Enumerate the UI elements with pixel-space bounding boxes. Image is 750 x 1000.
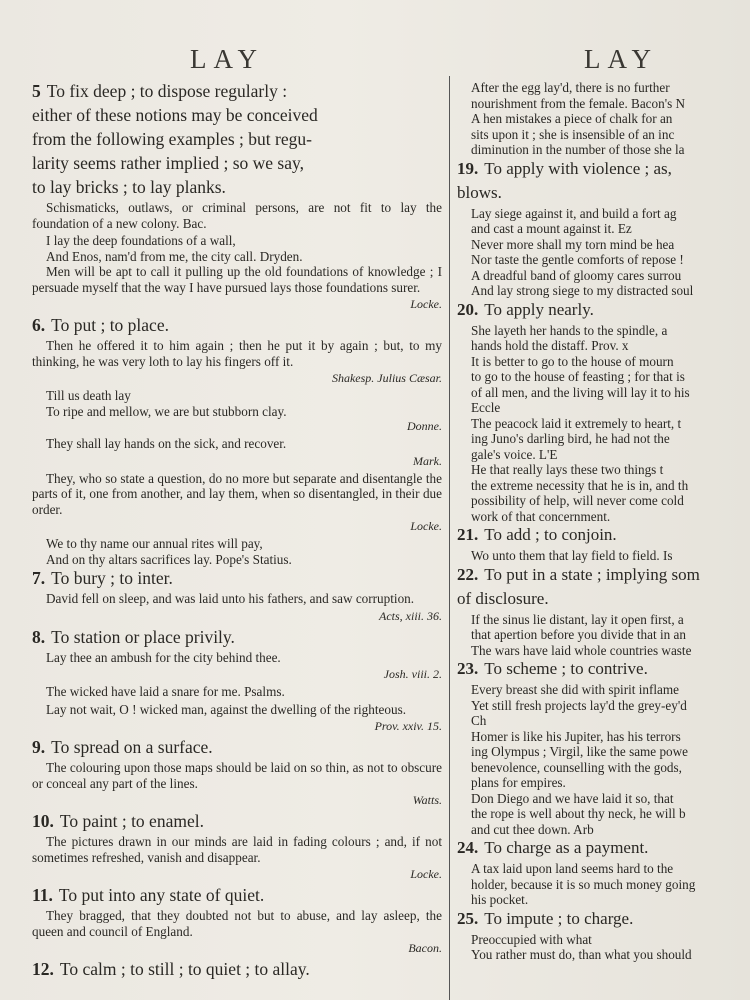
citation-line: It is better to go to the house of mourn <box>471 353 674 369</box>
citation-line: that apertion before you divide that in an <box>471 627 686 642</box>
citation-line: nourishment from the female. Bacon's N <box>471 95 686 111</box>
citation-line: We to thy name our annual rites will pay, <box>46 536 263 551</box>
citation-source: Bacon. <box>408 941 442 955</box>
sense-number: 8. <box>32 626 46 647</box>
citation-line: Preoccupied with what <box>471 931 592 947</box>
sense-heading-continued: from the following examples ; but regu- <box>32 129 312 149</box>
sense-heading <box>32 958 442 980</box>
sense-text: To fix deep ; to dispose regularly : <box>46 81 288 101</box>
sense-number: 7. <box>32 568 46 588</box>
sense-heading-continued: to lay bricks ; to lay planks. <box>32 177 226 197</box>
sense-text: To apply nearly. <box>484 299 594 319</box>
citation-line: plans for empires. <box>471 775 566 790</box>
sense-number: 22. <box>457 564 479 584</box>
citation-line: gale's voice. L'E <box>471 446 558 462</box>
citation-line: Till us death lay <box>46 388 131 403</box>
citation-line: and cut thee down. Arb <box>471 821 594 837</box>
citation-paragraph: The wicked have laid a snare for me. Psalms. <box>46 684 285 699</box>
citation-line: And on thy altars sacrifices lay. Pope's Statius. <box>46 551 292 567</box>
sense-text: To charge as a payment. <box>484 838 649 857</box>
citation-line: A dreadful band of gloomy cares surrou <box>471 267 682 283</box>
citation-source: Josh. viii. 2. <box>383 667 442 681</box>
citation-line: Nor taste the gentle comforts of repose ! <box>471 252 684 267</box>
sense-heading <box>457 564 750 586</box>
sense-number: 11. <box>32 885 53 905</box>
citation-paragraph: Lay thee an ambush for the city behind thee. <box>46 649 281 665</box>
sense-text: To spread on a surface. <box>51 737 213 757</box>
citation-line: hands hold the distaff. Prov. x <box>471 338 629 353</box>
sense-number: 20. <box>457 299 479 319</box>
left-column <box>32 80 442 1000</box>
sense-number: 9. <box>32 737 46 757</box>
sense-text: To paint ; to enamel. <box>59 811 204 831</box>
sense-heading <box>457 658 750 680</box>
citation-line: And Enos, nam'd from me, the city call. Dryden. <box>46 248 303 264</box>
citation-source: Locke. <box>410 297 442 311</box>
citation-paragraph: Men will be apt to call it pulling up the old foundations of knowledge ; I persuade myself that the way I have pursued lays those foundations surer. <box>32 264 442 295</box>
sense-heading <box>457 158 750 180</box>
sense-heading-continued: of disclosure. <box>457 588 549 608</box>
citation-line: his pocket. <box>471 892 529 907</box>
citation-line: The peacock laid it extremely to heart, t <box>471 415 682 431</box>
sense-heading <box>32 567 442 589</box>
citation-line: He that really lays these two things t <box>471 462 664 477</box>
sense-text: To scheme ; to contrive. <box>484 659 648 678</box>
sense-heading <box>32 626 442 648</box>
citation-paragraph: Then he offered it to him again ; then he put it by again ; but, to my thinking, he was very loth to lay his fingers off it. <box>32 338 442 369</box>
sense-number: 6. <box>32 315 46 335</box>
citation-line: Wo unto them that lay field to field. Is <box>471 548 673 563</box>
sense-text: To put ; to place. <box>51 315 169 335</box>
citation-paragraph: They bragged, that they doubted not but to abuse, and lay asleep, the queen and council of England. <box>32 908 442 939</box>
sense-text: To add ; to conjoin. <box>484 525 617 544</box>
sense-number: 25. <box>457 908 479 928</box>
sense-heading <box>457 299 750 321</box>
citation-line: diminution in the number of those she la <box>471 142 685 157</box>
sense-number: 10. <box>32 811 54 831</box>
citation-source: Donne. <box>407 419 442 433</box>
sense-heading <box>32 810 442 832</box>
sense-heading <box>457 524 750 546</box>
citation-paragraph: Schismaticks, outlaws, or criminal persons, are not fit to lay the foundation of a new colony. Bac. <box>32 200 442 231</box>
sense-text: To put into any state of quiet. <box>58 885 265 905</box>
sense-text: To calm ; to still ; to quiet ; to allay. <box>59 959 310 979</box>
citation-line: I lay the deep foundations of a wall, <box>46 233 236 248</box>
citation-line: to go to the house of feasting ; for that is <box>471 369 685 384</box>
citation-line: work of that concernment. <box>471 508 611 524</box>
sense-text: To bury ; to inter. <box>51 568 173 588</box>
citation-line: Don Diego and we have laid it so, that <box>471 790 674 806</box>
citation-line: Homer is like his Jupiter, has his terrors <box>471 728 681 744</box>
citation-line: Lay siege against it, and build a fort ag <box>471 205 677 221</box>
citation-line: of all men, and the living will lay it to his <box>471 384 690 400</box>
citation-line: To ripe and mellow, we are but stubborn clay. <box>46 403 287 419</box>
citation-line: sits upon it ; she is insensible of an inc <box>471 126 675 142</box>
citation-line: ing Olympus ; Virgil, like the same powe <box>471 744 689 759</box>
citation-paragraph: They, who so state a question, do no more but separate and disentangle the parts of it, one from another, and lay them, when so disentangled, in their due order. <box>32 470 442 517</box>
citation-line: If the sinus lie distant, lay it open first, a <box>471 611 684 627</box>
sense-heading-continued: larity seems rather implied ; so we say, <box>32 153 304 173</box>
citation-source: Prov. xxiv. 15. <box>374 719 442 733</box>
citation-source: Shakesp. Julius Cæsar. <box>331 371 442 385</box>
citation-line: A tax laid upon land seems hard to the <box>471 861 674 876</box>
citation-line: ing Juno's darling bird, he had not the <box>471 431 670 446</box>
citation-source: Acts, xiii. 36. <box>379 608 442 623</box>
sense-number: 24. <box>457 838 479 857</box>
citation-line: and cast a mount against it. Ez <box>471 221 632 236</box>
citation-line: holder, because it is so much money going <box>471 876 696 892</box>
citation-line: Yet still fresh projects lay'd the grey-ey'd <box>471 697 687 713</box>
citation-paragraph: David fell on sleep, and was laid unto his fathers, and saw corruption. <box>46 591 415 606</box>
citation-paragraph: The colouring upon those maps should be laid on so thin, as not to obscure or conceal any part of the lines. <box>32 760 442 791</box>
sense-heading <box>32 80 442 102</box>
citation-line: A hen mistakes a piece of chalk for an <box>471 111 673 126</box>
citation-line: the extreme necessity that he is in, and th <box>471 477 689 493</box>
citation-line: Ch <box>471 713 487 728</box>
sense-number: 5 <box>32 81 41 101</box>
sense-number: 12. <box>32 959 54 979</box>
citation-line: the rope is well about thy neck, he will b <box>471 806 686 821</box>
citation-line: You rather must do, than what you should <box>471 947 692 962</box>
sense-heading <box>32 314 442 336</box>
citation-source: Watts. <box>412 793 442 807</box>
citation-paragraph: They shall lay hands on the sick, and recover. <box>46 436 287 451</box>
sense-heading <box>32 884 442 906</box>
sense-number: 19. <box>457 158 479 178</box>
sense-number: 23. <box>457 659 479 678</box>
sense-text: To apply with violence ; as, <box>484 158 672 178</box>
sense-text: To station or place privily. <box>51 626 235 647</box>
citation-line: possibility of help, will never come cold <box>471 493 684 508</box>
sense-heading <box>32 736 442 758</box>
right-running-head: LAY <box>584 44 659 74</box>
citation-line: The wars have laid whole countries waste <box>471 642 692 658</box>
sense-heading <box>457 837 750 859</box>
citation-source: Locke. <box>410 867 442 881</box>
citation-paragraph: The pictures drawn in our minds are laid in fading colours ; and, if not sometimes refreshed, vanish and disappear. <box>32 834 442 865</box>
citation-line: And lay strong siege to my distracted soul <box>471 283 694 298</box>
left-running-head: LAY <box>190 44 265 74</box>
citation-source: Locke. <box>410 519 442 533</box>
sense-heading-continued: either of these notions may be conceived <box>32 105 318 125</box>
sense-number: 21. <box>457 525 479 544</box>
sense-heading <box>457 908 750 930</box>
citation-line: Eccle <box>471 400 501 415</box>
citation-line: She layeth her hands to the spindle, a <box>471 322 668 338</box>
sense-text: To impute ; to charge. <box>484 908 634 928</box>
sense-heading-continued: blows. <box>457 182 502 202</box>
citation-line: Every breast she did with spirit inflame <box>471 682 680 697</box>
sense-text: To put in a state ; implying som <box>484 564 700 584</box>
citation-line: benevolence, counselling with the gods, <box>471 759 682 775</box>
column-rule <box>449 76 450 1000</box>
citation-line: After the egg lay'd, there is no further <box>471 80 670 95</box>
citation-paragraph: Lay not wait, O ! wicked man, against the dwelling of the righteous. <box>46 701 407 717</box>
citation-line: Never more shall my torn mind be hea <box>471 236 675 252</box>
citation-source: Mark. <box>413 453 442 468</box>
right-column <box>457 80 750 1000</box>
